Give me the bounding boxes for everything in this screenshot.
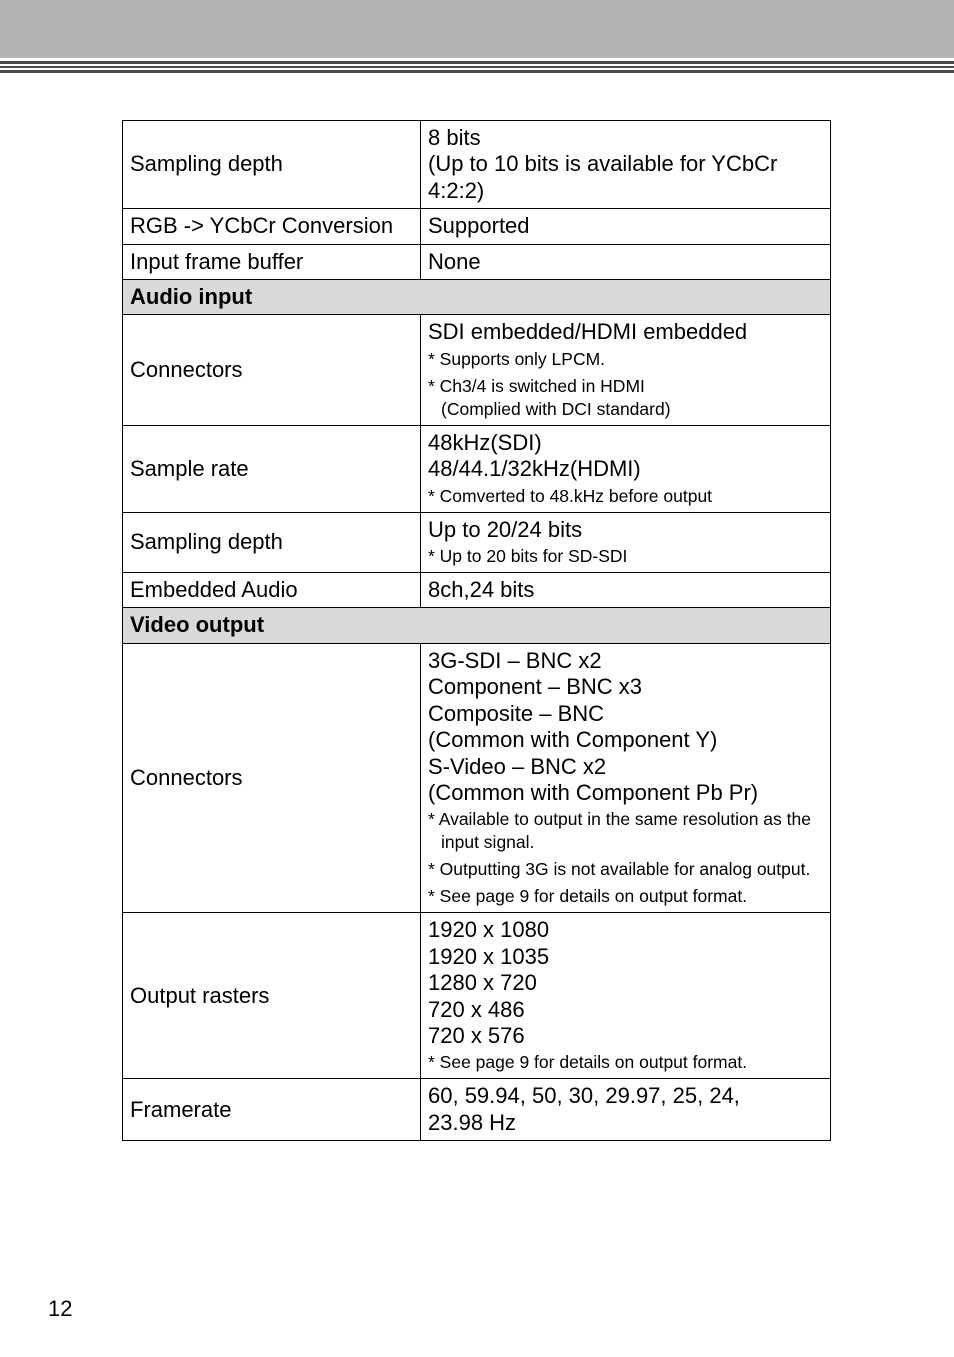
section-title: Video output	[123, 608, 831, 643]
spec-value-line: 23.98 Hz	[428, 1109, 517, 1135]
spec-note: * Available to output in the same resolution as the input signal.	[428, 809, 811, 853]
spec-row	[123, 244, 831, 279]
spec-label: Connectors	[123, 315, 421, 425]
spec-value-line: None	[428, 248, 481, 274]
header-rule	[0, 61, 954, 64]
spec-value-line: 4:2:2)	[428, 177, 485, 203]
section-header-row	[123, 280, 831, 315]
spec-table-body	[123, 121, 831, 1141]
spec-value	[421, 315, 831, 425]
spec-note: * Outputting 3G is not available for analog output.	[428, 859, 811, 880]
spec-value-line: 60, 59.94, 50, 30, 29.97, 25, 24,	[428, 1083, 740, 1109]
spec-row	[123, 315, 831, 425]
spec-value-line: 48/44.1/32kHz(HDMI)	[428, 456, 641, 482]
spec-value	[421, 573, 831, 608]
spec-note: * Comverted to 48.kHz before output	[428, 485, 713, 506]
spec-value-line: 48kHz(SDI)	[428, 429, 542, 455]
spec-value	[421, 512, 831, 572]
spec-value-line: SDI embedded/HDMI embedded	[428, 319, 748, 345]
spec-label: Connectors	[123, 643, 421, 912]
spec-value-line: 720 x 486	[428, 996, 525, 1022]
spec-value-line: 1920 x 1080	[428, 917, 550, 943]
header-rule	[0, 70, 954, 73]
spec-row	[123, 209, 831, 244]
spec-label: Output rasters	[123, 913, 421, 1079]
spec-value-line: 1920 x 1035	[428, 943, 550, 969]
spec-value	[421, 209, 831, 244]
spec-value	[421, 1079, 831, 1141]
spec-label: RGB -> YCbCr Conversion	[123, 209, 421, 244]
section-header-row	[123, 608, 831, 643]
spec-value-line: Composite – BNC	[428, 700, 605, 726]
spec-value-line: Component – BNC x3	[428, 674, 642, 700]
spec-label: Framerate	[123, 1079, 421, 1141]
spec-value	[421, 121, 831, 209]
spec-table	[122, 120, 831, 1141]
spec-note: * See page 9 for details on output format.	[428, 886, 748, 907]
spec-note: * Supports only LPCM.	[428, 348, 606, 369]
spec-value	[421, 913, 831, 1079]
spec-value-line: Up to 20/24 bits	[428, 516, 583, 542]
spec-value	[421, 244, 831, 279]
spec-label: Sample rate	[123, 425, 421, 512]
spec-label: Sampling depth	[123, 121, 421, 209]
spec-row	[123, 425, 831, 512]
page-number: 12	[48, 1296, 73, 1321]
header-band	[0, 0, 954, 58]
spec-value-line: 8ch,24 bits	[428, 577, 535, 603]
spec-label: Embedded Audio	[123, 573, 421, 608]
header-rule	[0, 66, 954, 68]
spec-value-line: (Up to 10 bits is available for YCbCr	[428, 151, 778, 177]
spec-label: Input frame buffer	[123, 244, 421, 279]
spec-value	[421, 643, 831, 912]
spec-row	[123, 512, 831, 572]
spec-note: * Ch3/4 is switched in HDMI (Complied with DCI standard)	[428, 375, 671, 419]
spec-value-line: 1280 x 720	[428, 970, 537, 996]
spec-value-line: Supported	[428, 213, 530, 239]
spec-row	[123, 1079, 831, 1141]
spec-value-line: 3G-SDI – BNC x2	[428, 647, 602, 673]
spec-value-line: 8 bits	[428, 125, 481, 150]
spec-row	[123, 573, 831, 608]
spec-row	[123, 913, 831, 1079]
section-title: Audio input	[123, 280, 831, 315]
spec-label: Sampling depth	[123, 512, 421, 572]
spec-row	[123, 643, 831, 912]
spec-note: * Up to 20 bits for SD-SDI	[428, 546, 628, 567]
spec-note: * See page 9 for details on output format.	[428, 1052, 748, 1073]
spec-value-line: 720 x 576	[428, 1022, 525, 1048]
spec-value-line: (Common with Component Y)	[428, 727, 718, 753]
spec-row	[123, 121, 831, 209]
spec-value	[421, 425, 831, 512]
spec-value-line: S-Video – BNC x2	[428, 753, 607, 779]
spec-value-line: (Common with Component Pb Pr)	[428, 779, 759, 805]
